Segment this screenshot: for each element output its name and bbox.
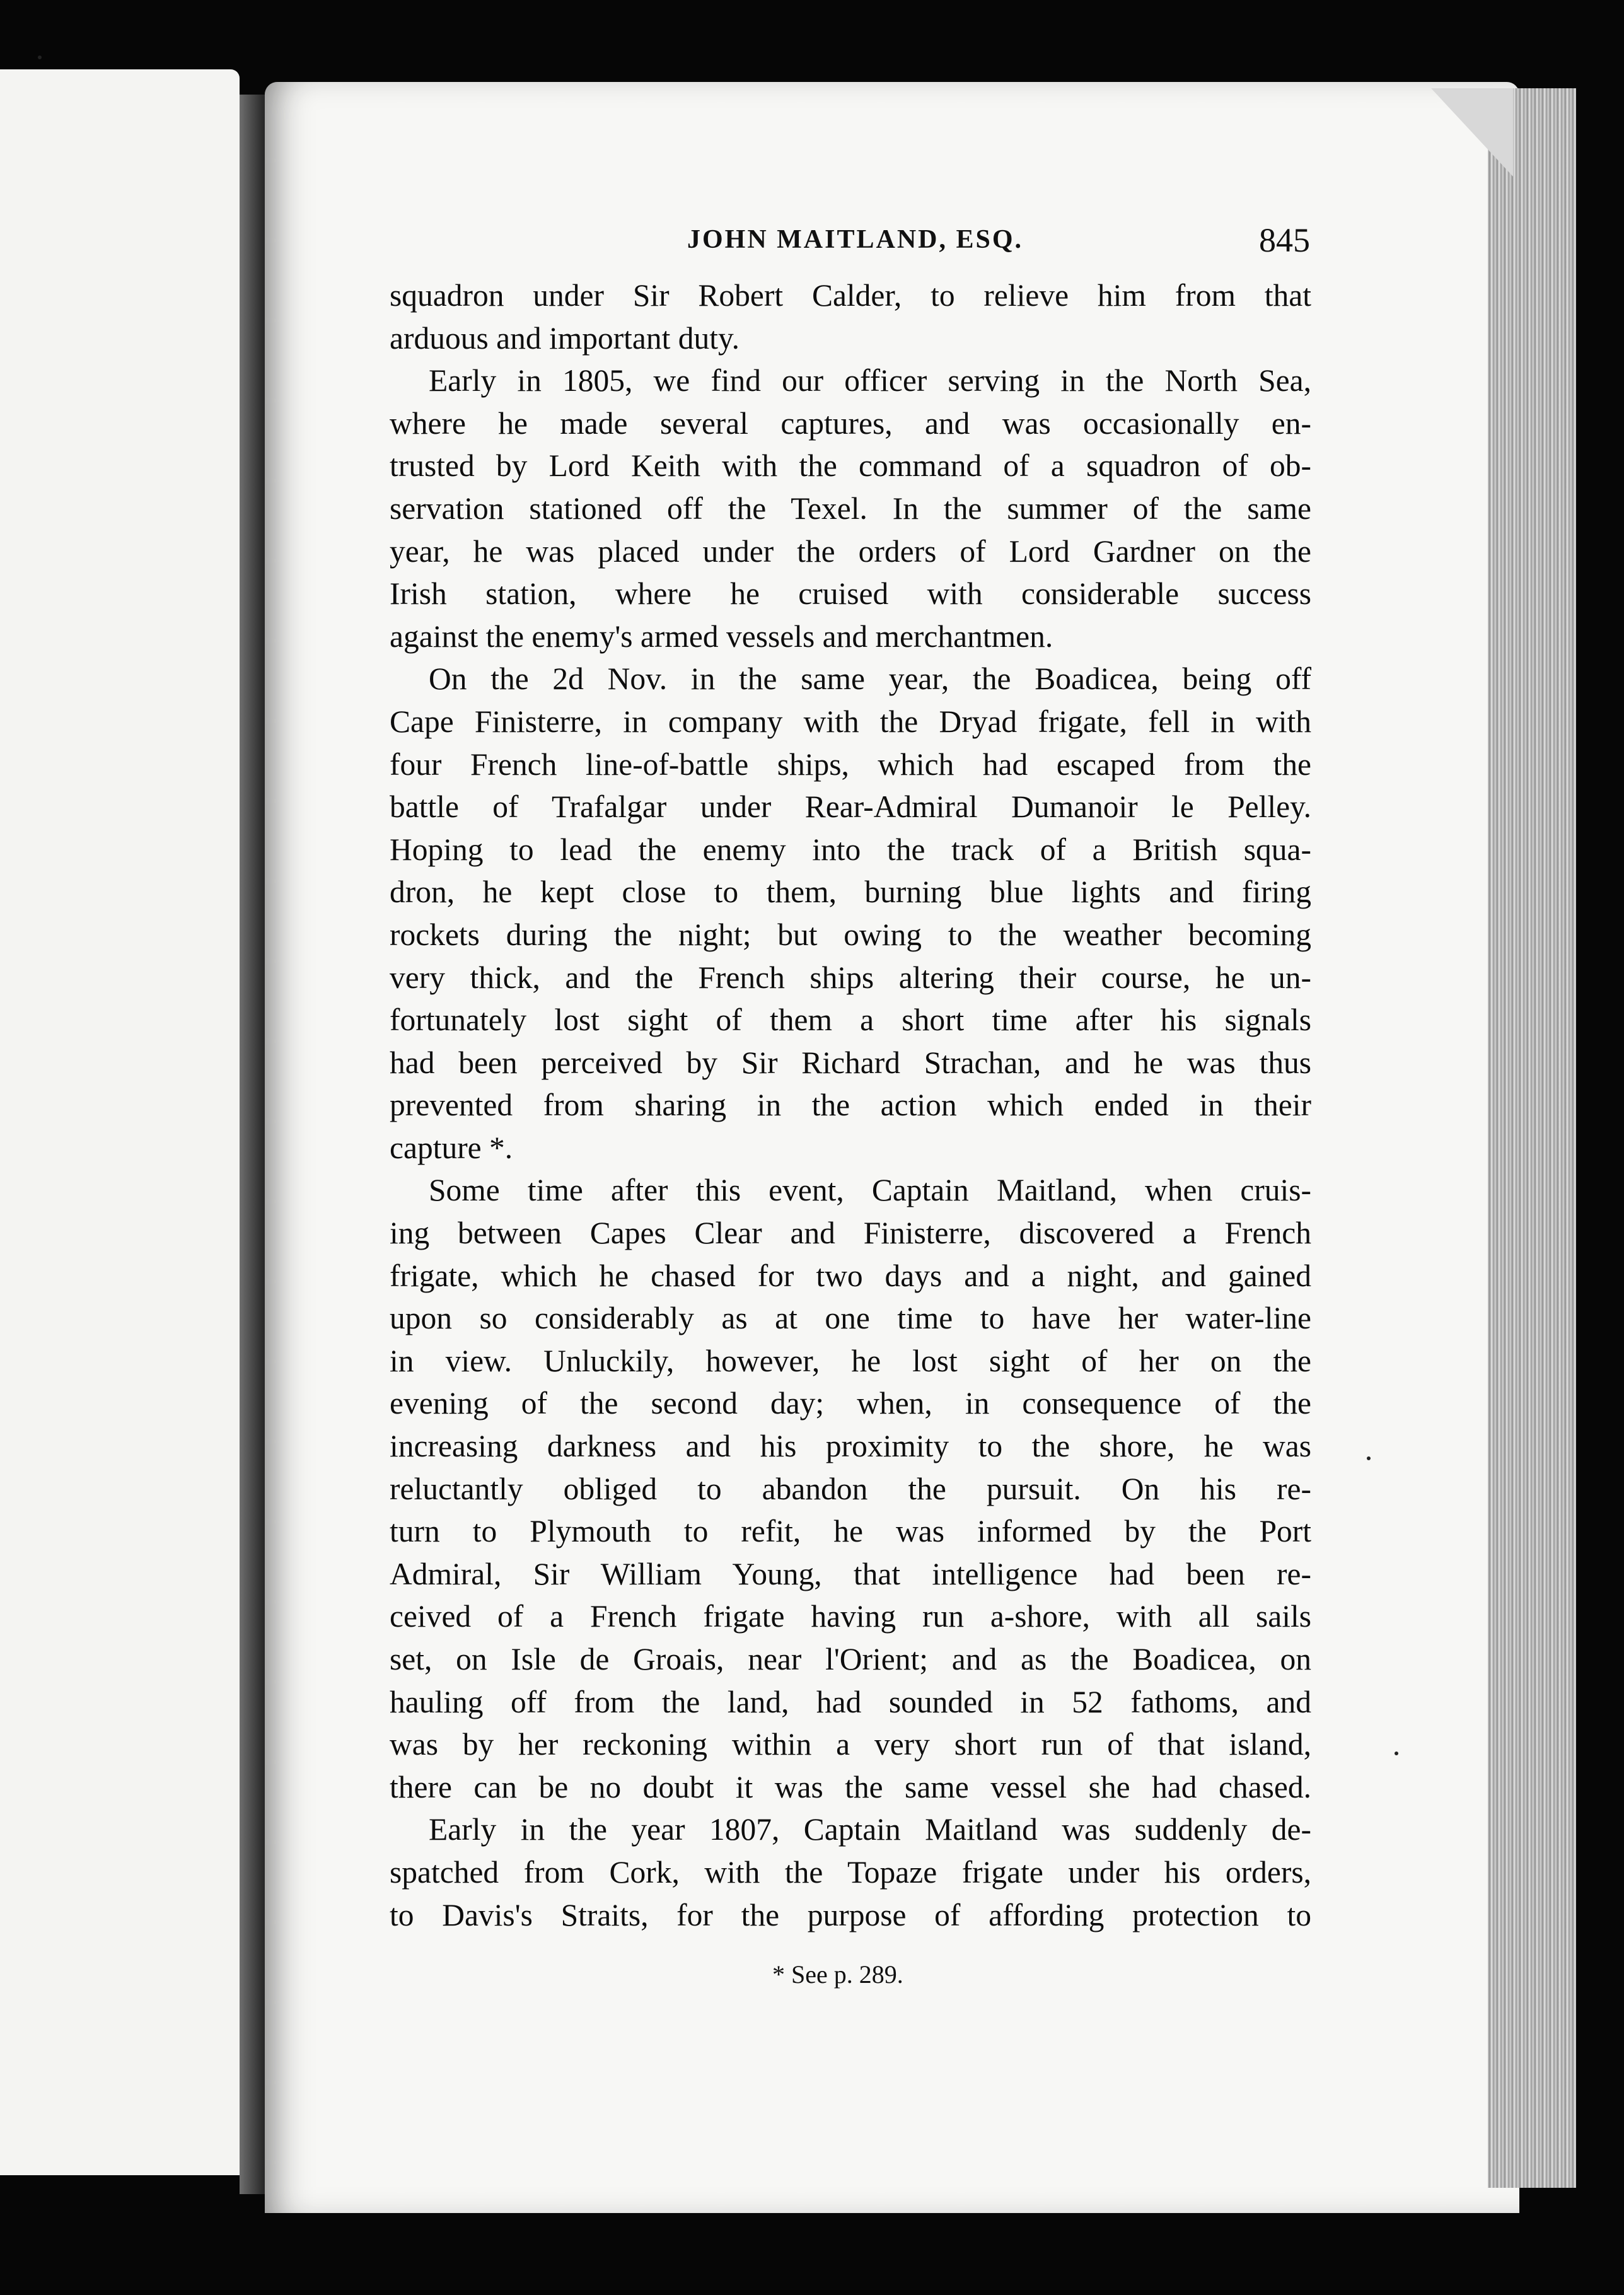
text-line: trusted by Lord Keith with the command of a squadron of ob- bbox=[390, 448, 1311, 484]
text-line: prevented from sharing in the action which ended in their bbox=[390, 1088, 1311, 1123]
text-line: very thick, and the French ships altering their course, he un- bbox=[390, 960, 1311, 995]
text-line: four French line-of-battle ships, which had escaped from the bbox=[390, 747, 1311, 782]
text-line: Admiral, Sir William Young, that intelligence had been re- bbox=[390, 1556, 1311, 1591]
text-line: set, on Isle de Groais, near l'Orient; and as the Boadicea, on bbox=[390, 1642, 1311, 1676]
text-line: where he made several captures, and was occasionally en- bbox=[390, 405, 1311, 441]
text-line: increasing darkness and his proximity to the shore, he was bbox=[390, 1429, 1311, 1464]
text-line: battle of Trafalgar under Rear-Admiral Dumanoir le Pelley. bbox=[390, 789, 1311, 825]
text-line: reluctantly obliged to abandon the pursuit. On his re- bbox=[390, 1471, 1311, 1506]
text-line: ceived of a French frigate having run a-shore, with all sails bbox=[390, 1599, 1311, 1634]
text-line: servation stationed off the Texel. In the summer of the same bbox=[390, 491, 1311, 526]
text-line: hauling off from the land, had sounded in 52 fathoms, and bbox=[390, 1684, 1311, 1719]
dust-speck bbox=[1367, 1456, 1371, 1460]
text-line: On the 2d Nov. in the same year, the Boadicea, being off bbox=[429, 661, 1311, 697]
text-line: frigate, which he chased for two days and a night, and gained bbox=[390, 1258, 1311, 1293]
text-line: evening of the second day; when, in consequence of the bbox=[390, 1386, 1311, 1421]
text-line: fortunately lost sight of them a short time after his signals bbox=[390, 1002, 1311, 1038]
text-line: against the enemy's armed vessels and merchantmen. bbox=[390, 619, 1053, 654]
dust-speck bbox=[1395, 1752, 1398, 1755]
text-line: dron, he kept close to them, burning blue lights and firing bbox=[390, 874, 1311, 910]
footnote: * See p. 289. bbox=[772, 1960, 903, 1989]
text-line: squadron under Sir Robert Calder, to relieve him from that bbox=[390, 278, 1311, 313]
text-line: had been perceived by Sir Richard Strachan, and he was thus bbox=[390, 1045, 1311, 1080]
text-line: turn to Plymouth to refit, he was informed by the Port bbox=[390, 1514, 1311, 1549]
text-line: arduous and important duty. bbox=[390, 320, 740, 356]
text-line: Irish station, where he cruised with considerable success bbox=[390, 576, 1311, 612]
text-line: capture *. bbox=[390, 1130, 513, 1165]
running-head: JOHN MAITLAND, ESQ. bbox=[687, 225, 1024, 254]
text-line: upon so considerably as at one time to have her water-line bbox=[390, 1301, 1311, 1336]
text-line: was by her reckoning within a very short run of that island, bbox=[390, 1727, 1311, 1762]
text-line: in view. Unluckily, however, he lost sight of her on the bbox=[390, 1343, 1311, 1378]
text-line: Cape Finisterre, in company with the Dryad frigate, fell in with bbox=[390, 704, 1311, 739]
text-line: Some time after this event, Captain Maitland, when cruis- bbox=[429, 1173, 1311, 1208]
text-line: there can be no doubt it was the same vessel she had chased. bbox=[390, 1769, 1311, 1804]
page-edges bbox=[1488, 88, 1576, 2188]
text-line: spatched from Cork, with the Topaze frigate under his orders, bbox=[390, 1854, 1311, 1890]
text-line: to Davis's Straits, for the purpose of affording protection to bbox=[390, 1897, 1311, 1932]
text-line: Hoping to lead the enemy into the track of a British squa- bbox=[390, 832, 1311, 867]
text-line: year, he was placed under the orders of Lord Gardner on the bbox=[390, 533, 1311, 569]
text-line: rockets during the night; but owing to the weather becoming bbox=[390, 917, 1311, 952]
dust-speck bbox=[38, 55, 42, 59]
body-text bbox=[390, 274, 1311, 1936]
text-line: Early in the year 1807, Captain Maitland was suddenly de- bbox=[429, 1812, 1311, 1847]
page-number: 845 bbox=[1259, 221, 1310, 259]
text-line: Early in 1805, we find our officer serving in the North Sea, bbox=[429, 363, 1311, 398]
page-header bbox=[687, 221, 1318, 265]
left-page bbox=[0, 69, 240, 2175]
text-line: ing between Capes Clear and Finisterre, discovered a French bbox=[390, 1216, 1311, 1251]
